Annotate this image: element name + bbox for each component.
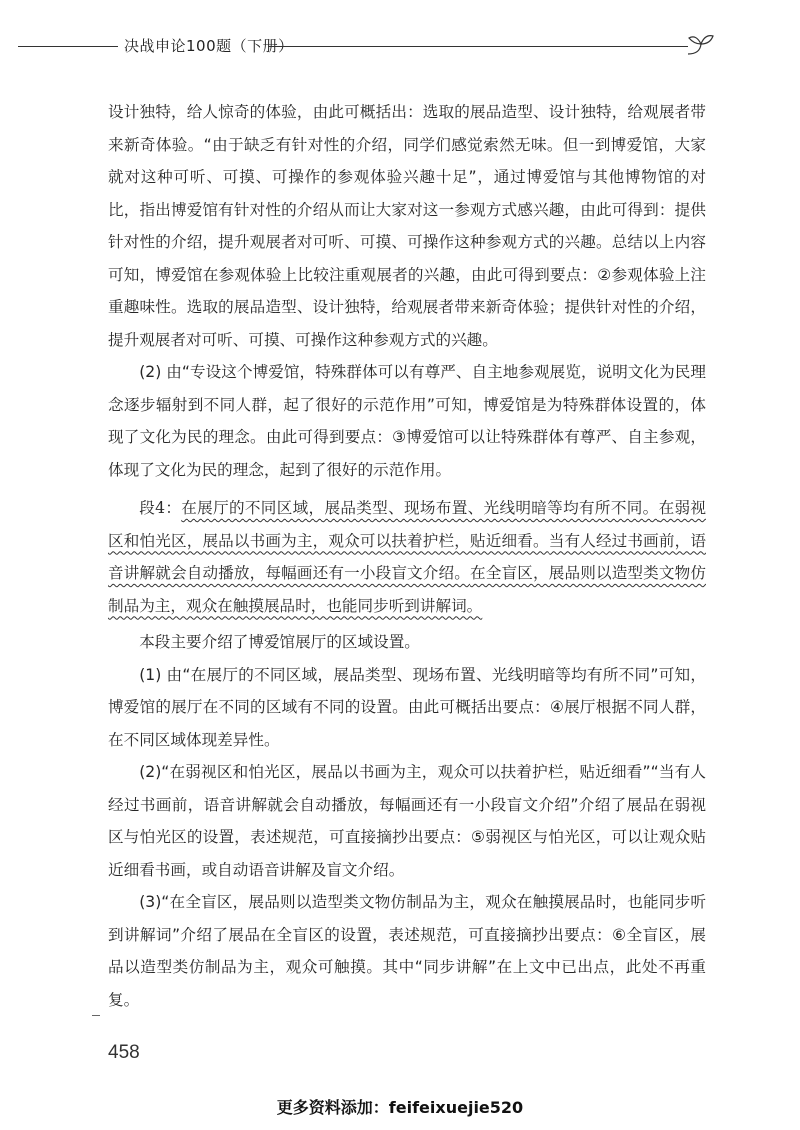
paragraph-4: (1) 由“在展厅的不同区域，展品类型、现场布置、光线明暗等均有所不同”可知，博爱馆的展厅在不同的区域有不同的设置。由此可概括出要点：④展厅根据不同人群，在不同区域体现差异性。 [108, 665, 706, 749]
header-rule-right [268, 46, 688, 47]
footer-note: 更多资料添加：feifeixuejie520 [276, 1098, 524, 1117]
quote-segment-1: 在展厅的不同区域，展品类型、现场布置、光线明暗等均有所不同。 [181, 499, 659, 517]
paragraph-1: 设计独特，给人惊奇的体验，由此可概括出：选取的展品造型、设计独特，给观展者带来新奇体验。“由于缺乏有针对性的介绍，同学们感觉索然无味。但一到博爱馆，大家就对这种可听、可摸、可操作的参观体验兴趣十足”，通过博爱馆与其他博物馆的对比，指出博爱馆有针对性的介绍从而让大家对这一参观方式感兴趣，由此可得到：提供针对性的介绍，提升观展者对可听、可摸、可操作这种参观方式的兴趣。总结以上内容可知，博爱馆在参观体验上比较注重观展者的兴趣，由此可得到要点：②参观体验上注重趣味性。选取的展品造型、设计独特，给观展者带来新奇体验；提供针对性的介绍，提升观展者对可听、可摸、可操作这种参观方式的兴趣。 [108, 103, 706, 349]
quote-label: 段4： [139, 499, 182, 517]
header-rule-left [18, 46, 118, 47]
quote-text [108, 492, 706, 622]
book-title: 决战申论100题（下册） [124, 37, 294, 55]
page-number: 458 [108, 1042, 140, 1063]
quote-segment-4: 在全盲区，展品则以造型类文物仿制品为主，观众在触摸展品时，也能同步听到讲解词。 [108, 564, 706, 615]
quoted-passage [108, 492, 706, 622]
margin-tick [92, 1015, 100, 1016]
quote-segment-2: 在弱视区和怕光区，展品以书画为主，观众可以扶着护栏，贴近细看。 [108, 499, 706, 550]
paragraph-3: 本段主要介绍了博爱馆展厅的区域设置。 [139, 633, 420, 651]
page-body [108, 96, 706, 1016]
quote-segment-3: 当有人经过书画前，语音讲解就会自动播放，每幅画还有一小段盲文介绍。 [108, 531, 706, 582]
paragraph-2: (2) 由“专设这个博爱馆，特殊群体可以有尊严、自主地参观展览，说明文化为民理念逐步辐射到不同人群，起了很好的示范作用”可知，博爱馆是为特殊群体设置的，体现了文化为民的理念。由此可得到要点：③博爱馆可以让特殊群体有尊严、自主参观，体现了文化为民的理念，起到了很好的示范作用。 [108, 363, 706, 479]
running-header [0, 30, 800, 64]
paragraph-5: (2)“在弱视区和怕光区，展品以书画为主，观众可以扶着护栏，贴近细看”“当有人经过书画前，语音讲解就会自动播放，每幅画还有一小段盲文介绍”介绍了展品在弱视区与怕光区的设置，表述规范，可直接摘抄出要点：⑤弱视区与怕光区，可以让观众贴近细看书画，或自动语音讲解及盲文介绍。 [108, 763, 706, 879]
paragraph-6: (3)“在全盲区，展品则以造型类文物仿制品为主，观众在触摸展品时，也能同步听到讲解词”介绍了展品在全盲区的设置，表述规范，可直接摘抄出要点：⑥全盲区，展品以造型类仿制品为主，观众可触摸。其中“同步讲解”在上文中已出点，此处不再重复。 [108, 893, 706, 1009]
sprout-icon [686, 30, 716, 60]
